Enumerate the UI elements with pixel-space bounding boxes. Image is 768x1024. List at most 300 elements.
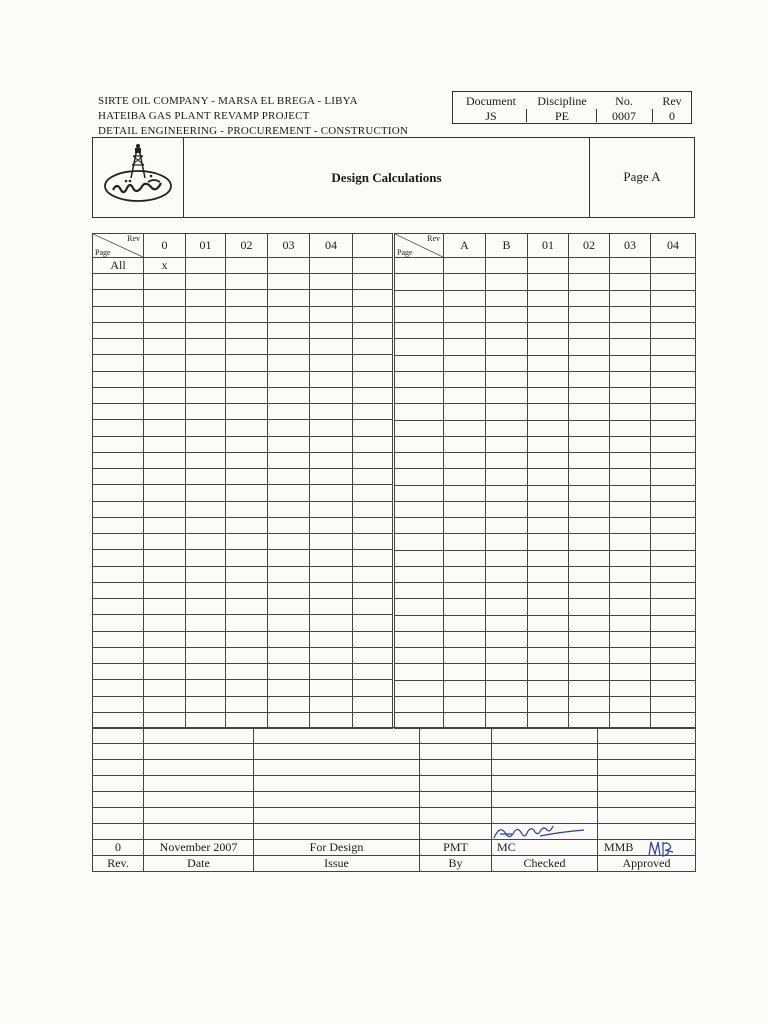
empty-cell [528, 274, 569, 290]
empty-cell [93, 599, 144, 615]
empty-cell [444, 323, 486, 339]
empty-cell [610, 648, 651, 664]
empty-cell [395, 599, 444, 615]
empty-cell [444, 258, 486, 274]
empty-cell [569, 615, 610, 631]
empty-cell [486, 583, 528, 599]
empty-cell [610, 404, 651, 420]
empty-cell [444, 583, 486, 599]
empty-cell [226, 371, 268, 387]
empty-cell [186, 501, 226, 517]
empty-cell [268, 696, 310, 712]
empty-cell [486, 599, 528, 615]
empty-cell [528, 518, 569, 534]
empty-cell [186, 436, 226, 452]
empty-cell [395, 566, 444, 582]
table-row [93, 534, 393, 550]
empty-cell [528, 501, 569, 517]
empty-cell [268, 647, 310, 663]
empty-cell [93, 696, 144, 712]
empty-cell [310, 680, 353, 696]
empty-cell [610, 306, 651, 322]
column-header: 0 [144, 234, 186, 258]
empty-cell [226, 339, 268, 355]
empty-cell [651, 355, 696, 371]
empty-cell [226, 387, 268, 403]
empty-cell [395, 388, 444, 404]
empty-cell [268, 517, 310, 533]
table-row [93, 664, 393, 680]
empty-cell [310, 615, 353, 631]
empty-cell [395, 631, 444, 647]
empty-cell [144, 371, 186, 387]
empty-cell [610, 436, 651, 452]
empty-cell [254, 728, 420, 744]
empty-cell [144, 824, 254, 840]
empty-cell [186, 631, 226, 647]
empty-cell [420, 824, 492, 840]
empty-cell [186, 582, 226, 598]
empty-cell [353, 420, 393, 436]
empty-cell [144, 550, 186, 566]
empty-cell [93, 647, 144, 663]
table-row [395, 664, 696, 680]
empty-cell [492, 760, 598, 776]
empty-cell [353, 631, 393, 647]
empty-cell [569, 631, 610, 647]
empty-cell [226, 599, 268, 615]
empty-cell [226, 631, 268, 647]
rev-page-corner-cell [395, 234, 444, 258]
empty-cell [420, 744, 492, 760]
empty-cell [610, 566, 651, 582]
table-header-row [93, 234, 393, 258]
empty-cell [310, 696, 353, 712]
empty-cell [395, 274, 444, 290]
table-row [93, 631, 393, 647]
empty-cell [395, 404, 444, 420]
empty-cell [93, 517, 144, 533]
empty-cell [186, 339, 226, 355]
empty-cell [353, 371, 393, 387]
empty-cell [268, 404, 310, 420]
empty-cell [144, 582, 186, 598]
empty-cell [93, 664, 144, 680]
empty-cell [651, 631, 696, 647]
no-label: No. [615, 94, 633, 108]
empty-cell [353, 306, 393, 322]
empty-cell [528, 566, 569, 582]
empty-cell [144, 534, 186, 550]
empty-cell [226, 420, 268, 436]
empty-cell [610, 469, 651, 485]
table-row [395, 290, 696, 306]
empty-cell [353, 469, 393, 485]
empty-cell [186, 387, 226, 403]
empty-cell [93, 274, 144, 290]
table-row [395, 323, 696, 339]
empty-cell [610, 664, 651, 680]
empty-cell [353, 274, 393, 290]
empty-cell [310, 306, 353, 322]
empty-cell [528, 485, 569, 501]
empty-cell [395, 453, 444, 469]
table-row [93, 322, 393, 338]
empty-cell [186, 420, 226, 436]
empty-cell [569, 583, 610, 599]
empty-cell [226, 485, 268, 501]
empty-cell [569, 420, 610, 436]
empty-cell [254, 760, 420, 776]
empty-cell [651, 339, 696, 355]
empty-cell [144, 339, 186, 355]
empty-cell [444, 339, 486, 355]
empty-cell [144, 760, 254, 776]
table-row [93, 776, 696, 792]
table-row [93, 306, 393, 322]
empty-cell [93, 485, 144, 501]
empty-cell [310, 258, 353, 274]
empty-cell [186, 290, 226, 306]
empty-cell [186, 322, 226, 338]
table-row [93, 274, 393, 290]
empty-cell [268, 566, 310, 582]
empty-cell [610, 485, 651, 501]
table-row [93, 550, 393, 566]
empty-cell [353, 696, 393, 712]
empty-cell [310, 599, 353, 615]
table-row [395, 631, 696, 647]
table-row [395, 453, 696, 469]
empty-cell [569, 436, 610, 452]
empty-cell [444, 274, 486, 290]
empty-cell [569, 258, 610, 274]
empty-cell [486, 371, 528, 387]
empty-cell [268, 290, 310, 306]
empty-cell [353, 615, 393, 631]
empty-cell [610, 583, 651, 599]
empty-cell [444, 550, 486, 566]
empty-cell [651, 599, 696, 615]
empty-cell [254, 744, 420, 760]
column-header: 01 [186, 234, 226, 258]
empty-cell [144, 290, 186, 306]
empty-cell [528, 615, 569, 631]
empty-cell [528, 436, 569, 452]
empty-cell [93, 680, 144, 696]
table-row [93, 517, 393, 533]
table-row [93, 339, 393, 355]
empty-cell [186, 355, 226, 371]
empty-cell [353, 664, 393, 680]
table-row [395, 371, 696, 387]
company-logo [93, 138, 183, 217]
empty-cell [186, 664, 226, 680]
empty-cell [93, 290, 144, 306]
empty-cell [144, 274, 186, 290]
empty-cell [528, 371, 569, 387]
empty-cell [268, 582, 310, 598]
table-row [93, 258, 393, 274]
empty-cell [353, 339, 393, 355]
empty-cell [186, 517, 226, 533]
empty-cell [610, 631, 651, 647]
rev-date: November 2007 [144, 840, 254, 856]
empty-cell [444, 420, 486, 436]
empty-cell [528, 258, 569, 274]
empty-cell [651, 566, 696, 582]
column-header: 03 [268, 234, 310, 258]
empty-cell [395, 420, 444, 436]
empty-cell [226, 696, 268, 712]
empty-cell [93, 728, 144, 744]
empty-cell [528, 306, 569, 322]
empty-cell [226, 404, 268, 420]
empty-cell [144, 485, 186, 501]
column-header: 03 [610, 234, 651, 258]
empty-cell [93, 339, 144, 355]
project-scope: DETAIL ENGINEERING - PROCUREMENT - CONSTRUCTION [98, 125, 409, 137]
empty-cell [93, 792, 144, 808]
empty-cell [93, 371, 144, 387]
empty-cell [528, 388, 569, 404]
corner-rev-label: Rev [127, 234, 140, 243]
empty-cell [651, 306, 696, 322]
empty-cell [486, 631, 528, 647]
empty-cell [420, 776, 492, 792]
empty-cell [420, 760, 492, 776]
empty-cell [486, 436, 528, 452]
empty-cell [353, 534, 393, 550]
empty-cell [486, 469, 528, 485]
empty-cell [268, 339, 310, 355]
empty-cell [144, 792, 254, 808]
table-row [93, 824, 696, 840]
empty-cell [444, 648, 486, 664]
empty-cell [492, 776, 598, 792]
empty-cell [569, 339, 610, 355]
empty-cell [353, 404, 393, 420]
empty-cell [310, 647, 353, 663]
empty-cell [144, 355, 186, 371]
empty-cell [186, 404, 226, 420]
table-row [93, 696, 393, 712]
empty-cell [144, 452, 186, 468]
empty-cell [353, 582, 393, 598]
empty-cell [395, 290, 444, 306]
table-row [395, 648, 696, 664]
rev-checked: MC [492, 840, 598, 856]
empty-cell [144, 469, 186, 485]
empty-cell [254, 792, 420, 808]
empty-cell [395, 371, 444, 387]
empty-cell [569, 534, 610, 550]
empty-cell [144, 808, 254, 824]
checked-label: Checked [492, 856, 598, 872]
empty-cell [528, 355, 569, 371]
table-row [395, 518, 696, 534]
rev-issue: For Design [254, 840, 420, 856]
empty-cell [651, 371, 696, 387]
empty-cell [226, 517, 268, 533]
empty-cell [353, 680, 393, 696]
table-row [93, 371, 393, 387]
table-row [395, 501, 696, 517]
empty-cell [186, 485, 226, 501]
empty-cell [651, 258, 696, 274]
empty-cell [310, 339, 353, 355]
empty-cell [395, 485, 444, 501]
table-row [93, 387, 393, 403]
table-row [93, 485, 393, 501]
project-name: HATEIBA GAS PLANT REVAMP PROJECT [98, 110, 310, 122]
empty-cell [395, 550, 444, 566]
empty-cell [569, 566, 610, 582]
empty-cell [610, 550, 651, 566]
empty-cell [486, 664, 528, 680]
empty-cell [395, 680, 444, 696]
empty-cell [528, 550, 569, 566]
empty-cell [598, 760, 696, 776]
document-code: JS [485, 109, 497, 123]
empty-cell [651, 680, 696, 696]
empty-cell [395, 696, 444, 712]
empty-cell [651, 323, 696, 339]
empty-cell [254, 824, 420, 840]
empty-cell [186, 469, 226, 485]
empty-cell [93, 469, 144, 485]
company-name: SIRTE OIL COMPANY - MARSA EL BREGA - LIBYA [98, 95, 358, 107]
empty-cell [144, 517, 186, 533]
empty-cell [93, 824, 144, 840]
empty-cell [420, 728, 492, 744]
table-row [395, 355, 696, 371]
page-indicator: Page A [623, 169, 661, 184]
empty-cell [651, 274, 696, 290]
empty-cell [254, 776, 420, 792]
empty-cell [444, 388, 486, 404]
empty-cell [226, 566, 268, 582]
empty-cell [254, 808, 420, 824]
table-row [93, 808, 696, 824]
table-row [395, 469, 696, 485]
empty-cell [610, 453, 651, 469]
empty-cell [420, 808, 492, 824]
column-header: A [444, 234, 486, 258]
empty-cell [395, 501, 444, 517]
column-header: 04 [310, 234, 353, 258]
empty-cell [444, 680, 486, 696]
logo-cell [92, 137, 184, 218]
empty-cell [651, 615, 696, 631]
right-revision-index-table [394, 233, 696, 729]
empty-cell [598, 808, 696, 824]
corner-page-label: Page [397, 248, 413, 257]
table-row [395, 680, 696, 696]
empty-cell [310, 355, 353, 371]
empty-cell [93, 744, 144, 760]
table-row [395, 566, 696, 582]
discipline-label: Discipline [537, 94, 587, 108]
empty-cell [444, 615, 486, 631]
empty-cell [492, 744, 598, 760]
empty-cell [144, 744, 254, 760]
table-row [93, 290, 393, 306]
document-number: 0007 [612, 109, 636, 123]
empty-cell [93, 404, 144, 420]
date-label: Date [144, 856, 254, 872]
table-row [93, 728, 696, 744]
empty-cell [93, 776, 144, 792]
empty-cell [598, 792, 696, 808]
empty-cell [353, 452, 393, 468]
empty-cell [268, 387, 310, 403]
empty-cell [651, 404, 696, 420]
empty-cell [268, 355, 310, 371]
empty-cell [353, 550, 393, 566]
empty-cell [353, 566, 393, 582]
column-header: 01 [528, 234, 569, 258]
empty-cell [226, 647, 268, 663]
empty-cell [144, 680, 186, 696]
empty-cell [492, 792, 598, 808]
empty-cell [353, 387, 393, 403]
empty-cell [444, 371, 486, 387]
empty-cell [486, 323, 528, 339]
empty-cell [651, 518, 696, 534]
empty-cell [144, 647, 186, 663]
empty-cell [310, 387, 353, 403]
empty-cell [610, 518, 651, 534]
empty-cell [528, 664, 569, 680]
empty-cell [186, 566, 226, 582]
empty-cell [486, 648, 528, 664]
empty-cell [226, 306, 268, 322]
empty-cell [93, 322, 144, 338]
empty-cell [310, 550, 353, 566]
empty-cell [610, 388, 651, 404]
empty-cell [144, 728, 254, 744]
empty-cell [93, 631, 144, 647]
table-row [395, 599, 696, 615]
empty-cell [93, 306, 144, 322]
empty-cell [226, 534, 268, 550]
empty-cell [486, 485, 528, 501]
empty-cell [186, 696, 226, 712]
empty-cell [395, 615, 444, 631]
empty-cell [486, 290, 528, 306]
empty-cell [395, 355, 444, 371]
empty-cell [144, 615, 186, 631]
empty-cell [353, 322, 393, 338]
table-row [395, 485, 696, 501]
column-header: 04 [651, 234, 696, 258]
empty-cell [144, 387, 186, 403]
approved-signature [647, 838, 679, 860]
empty-cell [651, 664, 696, 680]
empty-cell [353, 485, 393, 501]
empty-cell [528, 339, 569, 355]
empty-cell [93, 808, 144, 824]
table-row [93, 436, 393, 452]
table-row [93, 680, 393, 696]
empty-cell [486, 404, 528, 420]
empty-cell [144, 631, 186, 647]
empty-cell [444, 599, 486, 615]
empty-cell [268, 371, 310, 387]
empty-cell [651, 696, 696, 712]
empty-cell [310, 371, 353, 387]
